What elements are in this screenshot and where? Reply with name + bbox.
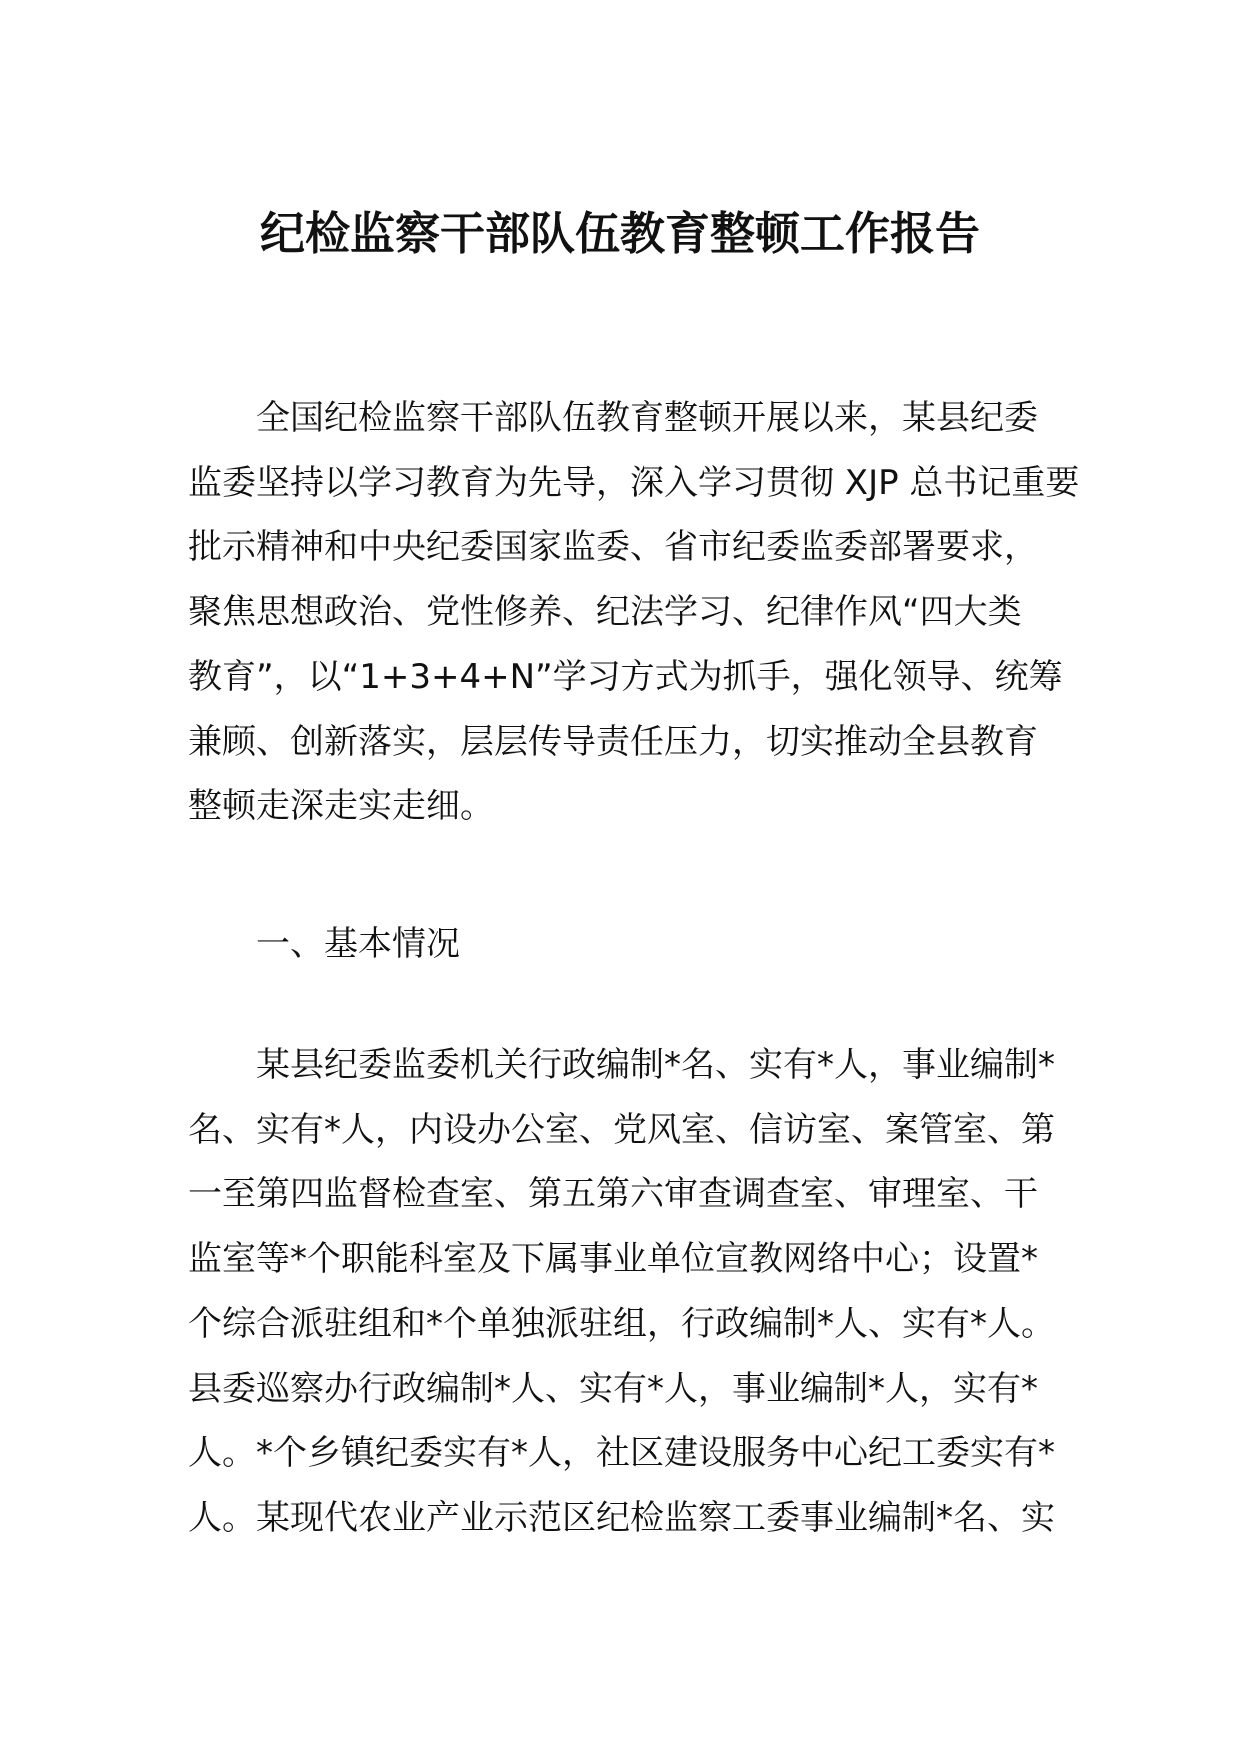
section-heading-basic-situation: 一、基本情况: [256, 924, 460, 964]
paragraph-line: 名、实有*人，内设办公室、党风室、信访室、案管室、第: [188, 1109, 1055, 1150]
paragraph-line: 某县纪委监委机关行政编制*名、实有*人，事业编制*: [256, 1045, 1055, 1085]
paragraph-intro: [188, 386, 1080, 839]
paragraph-basic-situation: [188, 1033, 1058, 1551]
paragraph-line: 全国纪检监察干部队伍教育整顿开展以来，某县纪委: [256, 398, 1038, 438]
paragraph-line: 整顿走深走实走细。: [188, 786, 494, 827]
paragraph-line: 人。某现代农业产业示范区纪检监察工委事业编制*名、实: [188, 1497, 1055, 1538]
paragraph-line: 批示精神和中央纪委国家监委、省市纪委监委部署要求，: [188, 527, 1038, 568]
paragraph-line: 一至第四监督检查室、第五第六审查调查室、审理室、干: [188, 1174, 1038, 1215]
paragraph-line: 个综合派驻组和*个单独派驻组，行政编制*人、实有*人。: [188, 1303, 1055, 1344]
paragraph-line: 教育”，以“1+3+4+N”学习方式为抓手，强化领导、统筹: [188, 656, 1063, 697]
paragraph-line: 监委坚持以学习教育为先导，深入学习贯彻 XJP 总书记重要: [188, 462, 1080, 503]
paragraph-line: 人。*个乡镇纪委实有*人，社区建设服务中心纪工委实有*: [188, 1433, 1055, 1474]
document-title: 纪检监察干部队伍教育整顿工作报告: [259, 207, 980, 260]
paragraph-line: 聚焦思想政治、党性修养、纪法学习、纪律作风“四大类: [188, 592, 1022, 633]
paragraph-line: 县委巡察办行政编制*人、实有*人，事业编制*人，实有*: [188, 1368, 1038, 1409]
paragraph-line: 兼顾、创新落实，层层传导责任压力，切实推动全县教育: [188, 721, 1038, 762]
paragraph-line: 监室等*个职能科室及下属事业单位宣教网络中心；设置*: [188, 1239, 1038, 1280]
